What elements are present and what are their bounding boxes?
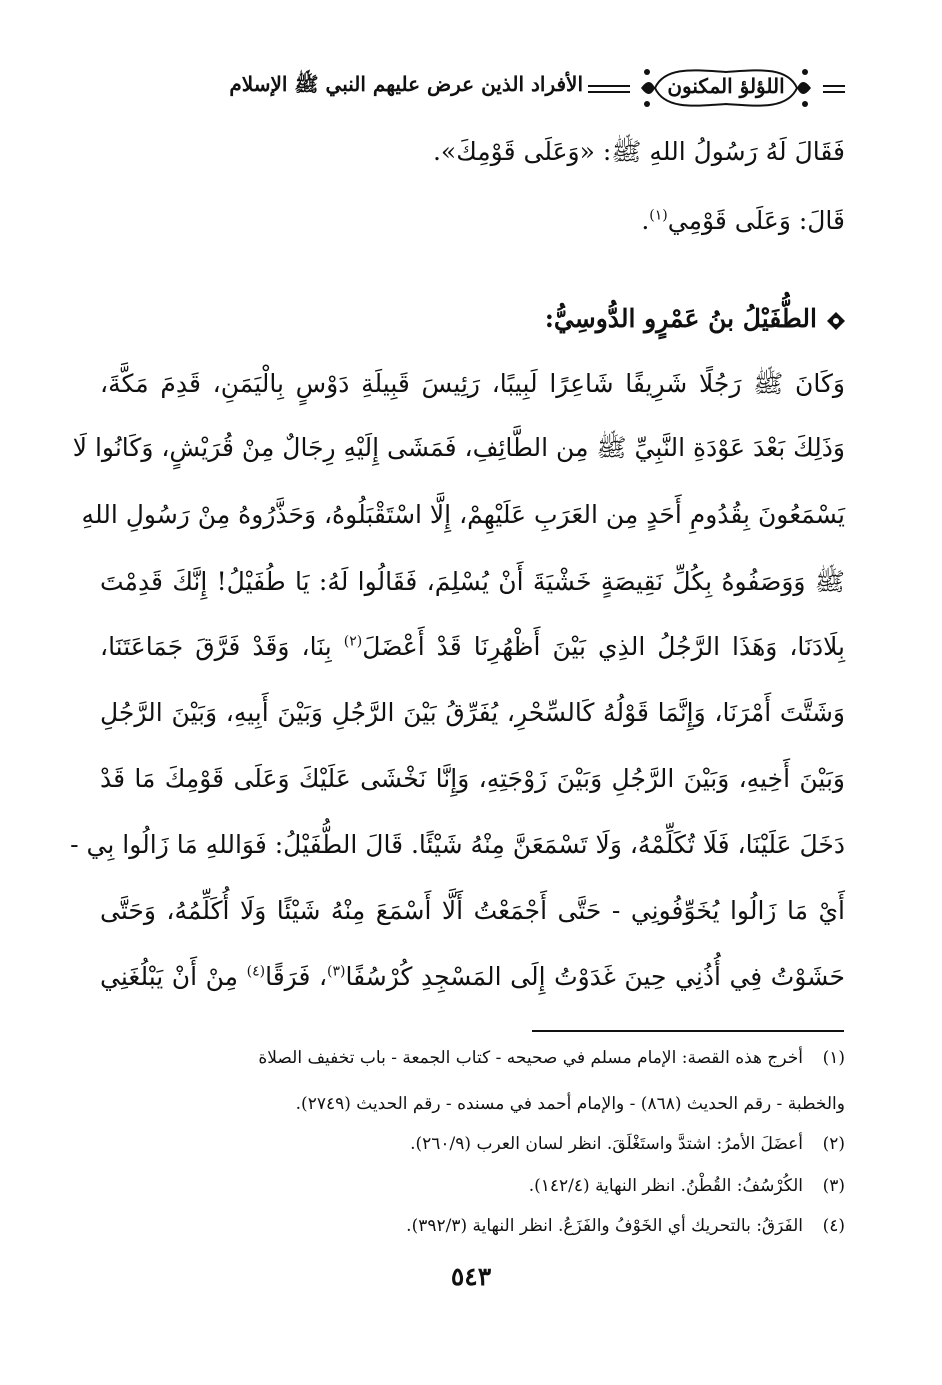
paragraph-line-10: [100, 962, 845, 991]
footnote-4-text: الفَرَقُ: بالتحريك أي الخَوْفُ والفَزَعُ. انظر النهاية (٣٩٢/٣).: [406, 1216, 803, 1236]
section-heading: [545, 304, 845, 333]
text-line-2-body: قَالَ: وَعَلَى قَوْمِي: [667, 206, 845, 235]
footnote-1-continuation: [296, 1094, 845, 1114]
paragraph-line-9: أَيْ مَا زَالُوا يُخَوِّفُونِي - حَتَّى أَجْمَعْتُ أَلَّا أَسْمَعَ مِنْهُ شَيْئًا وَلَا أُكَلِّمُهُ، وَحَتَّى: [100, 896, 845, 925]
footnote-separator: [532, 1030, 844, 1032]
header-rule-right: [823, 85, 845, 93]
header-rule-middle: [588, 85, 630, 93]
footnote-1-number: (١): [822, 1048, 845, 1068]
paragraph-line-10-b: ، فَرَقًا: [265, 962, 328, 991]
footnote-ref-2[interactable]: (٢): [343, 633, 363, 650]
paragraph-line-5-a: بِلَادَنَا، وَهَذَا الرَّجُلُ الذِي بَيْنَ أَظْهُرِنَا قَدْ أَعْضَلَ: [362, 632, 846, 661]
footnote-2-text: أعضَلَ الأمرُ: اشتدَّ واستَغْلَقَ. انظر لسان العرب (٢٦٠/٩).: [410, 1134, 803, 1154]
footnote-3-number: (٣): [822, 1176, 845, 1196]
footnote-4: [406, 1216, 845, 1236]
paragraph-line-4: ﷺ وَوَصَفُوهُ بِكُلِّ نَقِيصَةٍ خَشْيَةَ أَنْ يُسْلِمَ، فَقَالُوا لَهُ: يَا طُفَيْلُ! إِنَّكَ قَدِمْتَ: [100, 567, 845, 596]
footnote-ref-1[interactable]: (١): [649, 207, 668, 224]
footnote-3: [529, 1176, 845, 1196]
paragraph-line-2: وَذَلِكَ بَعْدَ عَوْدَةِ النَّبِيِّ ﷺ مِن الطَّائِفِ، فَمَشَى إِلَيْهِ رِجَالٌ مِنْ قُرَيْشٍ، وَكَانُوا لَا: [72, 433, 845, 462]
paragraph-line-7: وَبَيْنَ أَخِيهِ، وَبَيْنَ الرَّجُلِ وَبَيْنَ زَوْجَتِهِ، وَإِنَّا نَخْشَى عَلَيْكَ وَعَلَى قَوْمِكَ مَا قَدْ: [100, 764, 845, 793]
footnote-4-number: (٤): [822, 1216, 845, 1236]
text-line-2-end: .: [641, 206, 650, 235]
paragraph-line-5: [100, 632, 845, 661]
page-number: ٥٤٣: [450, 1262, 492, 1291]
footnote-1: [98, 1048, 845, 1068]
running-header: [100, 58, 845, 122]
text-line-2: [641, 206, 845, 235]
paragraph-line-8: دَخَلَ عَلَيْنَا، فَلَا تُكَلِّمْهُ، وَلَا تَسْمَعَنَّ مِنْهُ شَيْئًا. قَالَ الطُّفَيْلُ: فَوَاللهِ مَا زَالُوا بِي -: [70, 830, 845, 859]
paragraph-line-10-a: حَشَوْتُ فِي أُذُنِي حِينَ غَدَوْتُ إِلَى المَسْجِدِ كُرْسُفًا: [345, 962, 846, 991]
book-title-ornament: [635, 60, 817, 116]
footnote-2: [410, 1134, 845, 1154]
footnote-ref-3[interactable]: (٣): [327, 963, 346, 980]
paragraph-line-10-c: مِنْ أَنْ يَبْلُغَنِي: [100, 962, 239, 991]
chapter-title: الأفراد الذين عرض عليهم النبي ﷺ الإسلام: [229, 72, 583, 96]
flower-ornament-icon: [827, 312, 845, 330]
footnote-1-line-2: والخطبة - رقم الحديث (٨٦٨) - والإمام أحمد في مسنده - رقم الحديث (٢٧٤٩).: [295, 1094, 845, 1114]
footnote-2-number: (٢): [822, 1134, 845, 1154]
text-line-1: فَقَالَ لَهُ رَسُولُ اللهِ ﷺ: «وَعَلَى قَوْمِكَ».: [432, 137, 845, 166]
footnote-1-line-1: أخرج هذه القصة: الإمام مسلم في صحيحه - كتاب الجمعة - باب تخفيف الصلاة: [258, 1048, 803, 1068]
book-title: اللؤلؤ المكنون: [667, 74, 785, 98]
footnote-ref-4[interactable]: (٤): [246, 963, 266, 980]
section-heading-text: الطُّفَيْلُ بنُ عَمْرٍو الدُّوسِيُّ:: [544, 304, 817, 333]
paragraph-line-5-b: بِنَا، وَقَدْ فَرَّقَ جَمَاعَتَنَا،: [100, 632, 332, 661]
paragraph-line-1: وَكَانَ ﷺ رَجُلًا شَرِيفًا شَاعِرًا لَبِيبًا، رَئِيسَ قَبِيلَةِ دَوْسٍ بِالْيَمَنِ، قَدِمَ مَكَّةَ،: [100, 369, 845, 398]
paragraph-line-3: يَسْمَعُونَ بِقُدُومِ أَحَدٍ مِن العَرَبِ عَلَيْهِمْ، إِلَّا اسْتَقْبَلُوهُ، وَحَذَّرُوهُ مِنْ رَسُولِ اللهِ: [81, 500, 845, 529]
footnote-3-text: الكُرْسُفُ: القُطْنُ. انظر النهاية (١٤٢/٤).: [528, 1176, 803, 1196]
paragraph-line-6: وَشَتَّتَ أَمْرَنَا، وَإِنَّمَا قَوْلُهُ كَالسِّحْرِ، يُفَرِّقُ بَيْنَ الرَّجُلِ وَبَيْنَ أَبِيهِ، وَبَيْنَ الرَّجُلِ: [100, 698, 845, 727]
